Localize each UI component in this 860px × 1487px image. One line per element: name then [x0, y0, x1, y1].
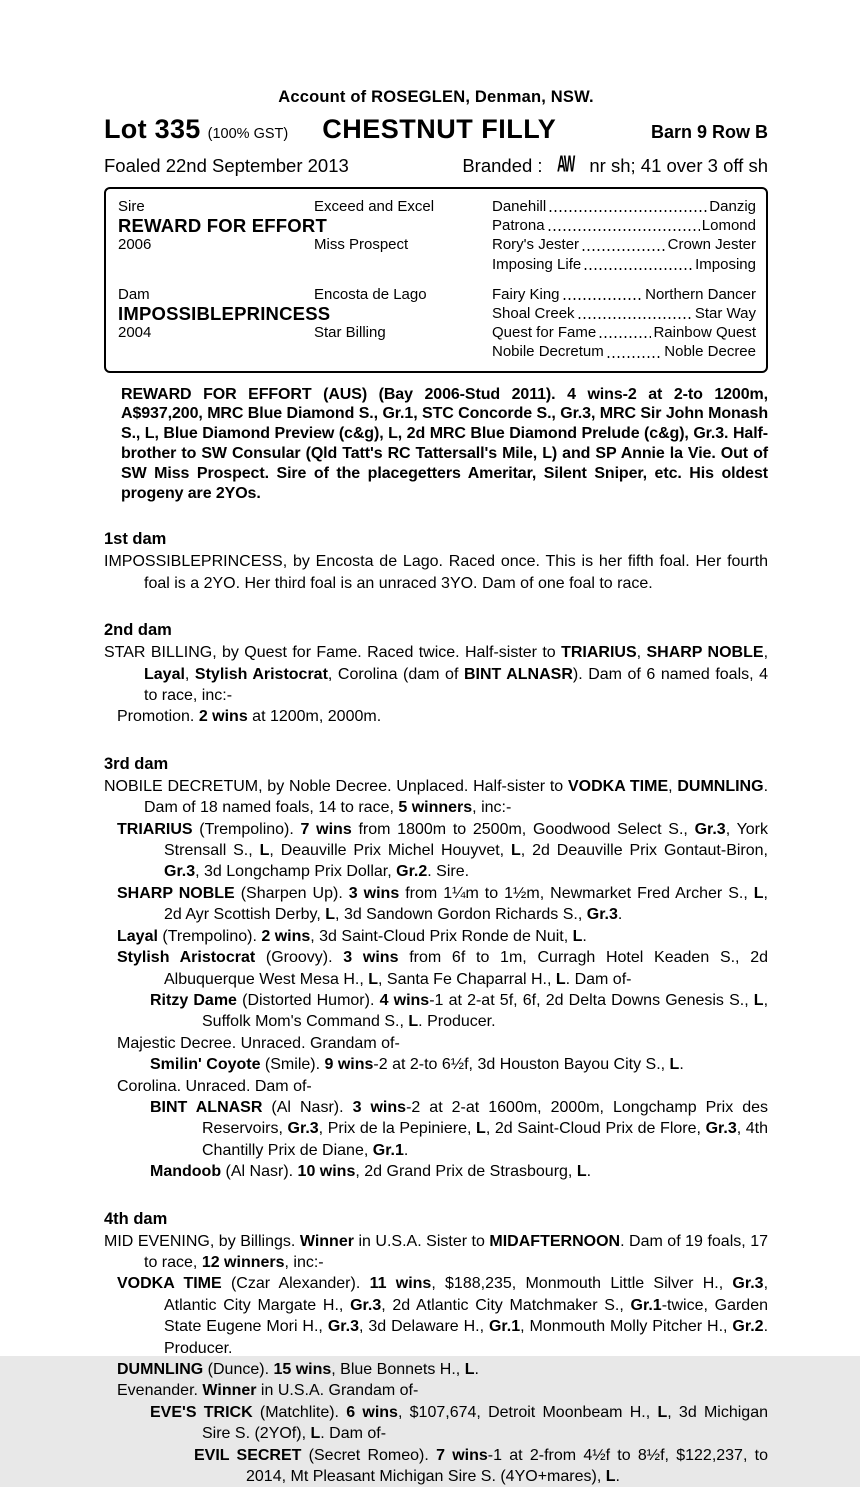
bold-text-run: L: [669, 1056, 680, 1074]
bold-text-run: EVE'S TRICK: [150, 1403, 253, 1421]
ancestor-sire-name: Noble Decree: [664, 343, 756, 361]
text-run: , $107,674, Detroit Moonbeam H.,: [397, 1403, 658, 1421]
bold-text-run: EVIL SECRET: [194, 1446, 302, 1464]
bold-text-run: L: [259, 842, 270, 860]
text-run: , Atlantic City Margate H.,: [164, 1275, 769, 1314]
text-run: (Distorted Humor).: [236, 991, 380, 1009]
text-run: (Dunce).: [203, 1361, 274, 1378]
text-run: , $188,235, Monmouth Little Silver H.,: [431, 1275, 733, 1293]
text-run: , 3d Delaware H.,: [358, 1318, 489, 1336]
bold-text-run: L: [464, 1361, 475, 1378]
bold-text-run: L: [368, 970, 379, 988]
text-run: , 3d Saint-Cloud Prix Ronde de Nuit,: [310, 927, 573, 945]
text-run: -2 at 2-to 6½f, 3d Houston Bayou City S.,: [373, 1056, 670, 1074]
foaled-date: Foaled 22nd September 2013: [104, 155, 349, 176]
bold-text-run: Gr.1: [630, 1296, 662, 1314]
bold-text-run: L: [310, 1425, 321, 1443]
bold-text-run: 4 wins: [379, 991, 430, 1009]
pedigree-paragraph: [150, 1161, 768, 1182]
bold-text-run: 3 wins: [348, 884, 400, 902]
bold-text-run: Ritzy Dame: [150, 991, 237, 1009]
bold-text-run: TRIARIUS: [561, 644, 637, 662]
pedigree-paragraph: [104, 776, 768, 819]
text-run: , inc:-: [284, 1253, 324, 1271]
bold-text-run: 11 wins: [369, 1275, 432, 1293]
lot-number: Lot 335: [104, 114, 201, 144]
section-heading: 1st dam: [104, 530, 167, 549]
bold-text-run: L: [555, 970, 566, 988]
pedigree-ancestor-pair: [492, 235, 756, 254]
text-run: . Producer.: [418, 1013, 496, 1031]
pedigree-label: [118, 255, 314, 274]
text-run: IMPOSSIBLEPRINCESS, by Encosta de Lago. Raced once. This is her fifth foal. Her fourth foal is a 2YO. Her third foal is an unraced 3YO. Dam of one foal to race.: [104, 553, 768, 592]
ancestor-sire-name: Star Way: [694, 305, 756, 323]
text-run: Majestic Decree. Unraced. Grandam of-: [117, 1034, 400, 1052]
pedigree-row: [118, 216, 756, 235]
pedigree-parent: Encosta de Lago: [314, 285, 427, 303]
pedigree-row: [118, 342, 756, 361]
bold-text-run: BINT ALNASR: [463, 665, 573, 683]
text-run: , 4th Chantilly Prix de Diane,: [202, 1120, 769, 1159]
bold-text-run: Mandoob: [150, 1163, 222, 1181]
bold-text-run: VODKA TIME: [567, 777, 669, 795]
pedigree-ancestor-pair: [492, 342, 756, 361]
sire-blurb: REWARD FOR EFFORT (AUS) (Bay 2006-Stud 2011). 4 wins-2 at 2-to 1200m, A$937,200, MRC Blue Diamond S., Gr.1, STC Concorde S., Gr.3, MRC Sir John Monash S., L, Blue Diamond Preview (c&g), L, 2d MRC Blue Diamond Prelude (c&g), Gr.3. Half-brother to SW Consular (Qld Tatt's RC Tattersall's Mile, L) and SP Annie la Vie. Out of SW Miss Prospect. Sire of the placegetters Ameritar, Silent Sniper, etc. His oldest progeny are 2YOs.: [121, 385, 768, 502]
bold-text-run: 6 wins: [346, 1403, 398, 1421]
text-run: . Dam of-: [565, 970, 632, 988]
bold-text-run: Layal: [144, 665, 185, 683]
bold-text-run: Gr.2: [732, 1318, 764, 1336]
pedigree-row: [118, 285, 756, 304]
bold-text-run: Winner: [299, 1232, 354, 1250]
bold-text-run: MIDAFTERNOON: [489, 1232, 621, 1250]
pedigree-parent: Exceed and Excel: [314, 198, 435, 215]
text-run: , 2d Grand Prix de Strasbourg,: [355, 1163, 577, 1181]
bold-text-run: Gr.3: [586, 906, 618, 924]
pedigree-paragraph: [104, 1231, 768, 1274]
text-run: -2 at 2-at 1600m, 2000m, Longchamp Prix des Reservoirs,: [202, 1098, 769, 1138]
text-run: . Sire.: [427, 863, 470, 881]
bold-text-run: Layal: [117, 927, 158, 945]
pedigree-label: 2004: [118, 324, 152, 342]
pedigree-paragraph: [150, 1097, 768, 1161]
text-run: Promotion.: [117, 708, 199, 726]
bold-text-run: 3 wins: [343, 949, 399, 967]
bold-text-run: Smilin' Coyote: [150, 1056, 261, 1074]
pedigree-paragraph: [117, 883, 768, 926]
dotted-leader: [598, 333, 651, 339]
bold-text-run: L: [325, 906, 336, 924]
ancestor-sire-name: Imposing: [695, 255, 756, 273]
pedigree-paragraph: [117, 1380, 768, 1401]
text-run: (Matchlite).: [252, 1403, 347, 1421]
pedigree-horse-name: REWARD FOR EFFORT: [118, 215, 327, 237]
text-run: , 2d Atlantic City Matchmaker S.,: [381, 1296, 631, 1314]
text-run: , 3d Sandown Gordon Richards S.,: [335, 906, 587, 924]
pedigree-paragraph: [150, 1054, 768, 1075]
text-run: (Al Nasr).: [221, 1163, 298, 1181]
branded-group: [462, 151, 768, 178]
bold-text-run: Gr.3: [164, 863, 196, 881]
pedigree-label: Dam: [118, 285, 150, 303]
lot-row: [104, 114, 768, 145]
bold-text-run: Gr.2: [396, 863, 428, 881]
pedigree-paragraph: [117, 1076, 768, 1097]
bold-text-run: DUMNLING: [677, 777, 764, 795]
barn-location: Barn 9 Row B: [650, 122, 768, 142]
text-run: from 1800m to 2500m, Goodwood Select S.,: [351, 820, 695, 838]
pedigree-paragraph: [117, 819, 768, 883]
ancestor-name: Danehill: [492, 198, 547, 215]
text-run: , Prix de la Pepiniere,: [318, 1120, 477, 1138]
text-run: , Suffolk Mom's Command S.,: [202, 991, 769, 1031]
dotted-leader: [606, 353, 663, 359]
bold-text-run: Gr.1: [372, 1141, 404, 1159]
pedigree-parent: [314, 304, 492, 323]
text-run: , Deauville Prix Michel Houyvet,: [269, 842, 511, 860]
text-run: ,: [668, 777, 678, 795]
dotted-leader: [577, 314, 693, 320]
ancestor-name: Shoal Creek: [492, 305, 575, 323]
text-run: STAR BILLING, by Quest for Fame. Raced twice. Half-sister to: [104, 644, 562, 662]
pedigree-row: [118, 304, 756, 323]
pedigree-paragraph: [194, 1445, 768, 1487]
text-run: ). Dam of 6 named foals, 4 to race, inc:-: [144, 665, 769, 705]
pedigree-paragraph: [104, 642, 768, 706]
text-run: , 2d Saint-Cloud Prix de Flore,: [485, 1120, 706, 1138]
bold-text-run: 7 wins: [436, 1446, 488, 1464]
account-line: Account of ROSEGLEN, Denman, NSW.: [278, 88, 594, 106]
text-run: . Producer.: [164, 1318, 769, 1357]
pedigree-parent: Miss Prospect: [314, 236, 409, 254]
text-run: from 1¼m to 1½m, Newmarket Fred Archer S.,: [399, 884, 754, 902]
pedigree-group-gap: [118, 274, 756, 285]
text-run: -1 at 2-from 4½f to 8½f, $122,237, to 2014, Mt Pleasant Michigan Sire S. (4YO+mares),: [246, 1446, 768, 1486]
text-run: (Secret Romeo).: [301, 1446, 437, 1464]
text-run: Corolina. Unraced. Dam of-: [117, 1077, 312, 1095]
text-run: , 2d Ayr Scottish Derby,: [164, 884, 768, 924]
bold-text-run: DUMNLING: [117, 1361, 204, 1378]
text-run: NOBILE DECRETUM, by Noble Decree. Unplaced. Half-sister to: [104, 777, 568, 795]
pedigree-label: [118, 342, 314, 361]
dotted-leader: [548, 207, 707, 213]
bold-text-run: L: [576, 1163, 587, 1181]
pedigree-label: 2006: [118, 236, 152, 254]
text-run: (Trempolino).: [157, 927, 262, 945]
ancestor-name: Rory's Jester: [492, 236, 580, 254]
bold-text-run: Gr.1: [488, 1318, 521, 1336]
pedigree-label: Sire: [118, 198, 145, 215]
branded-label: Branded :: [462, 155, 543, 176]
text-run: MID EVENING, by Billings.: [104, 1232, 300, 1250]
pedigree-parent: [314, 255, 492, 274]
bold-text-run: SHARP NOBLE: [646, 644, 764, 662]
ancestor-name: Fairy King: [492, 285, 560, 303]
text-run: (Smile).: [260, 1056, 325, 1074]
bold-text-run: 2 wins: [261, 927, 311, 945]
bold-text-run: 15 wins: [273, 1361, 332, 1378]
dotted-leader: [562, 295, 644, 301]
text-run: (Groovy).: [255, 949, 344, 967]
text-run: (Al Nasr).: [262, 1098, 353, 1116]
pedigree-paragraph: [104, 551, 768, 594]
pedigree-row: [118, 235, 756, 254]
ancestor-name: Nobile Decretum: [492, 343, 604, 361]
gst-note: (100% GST): [207, 126, 289, 142]
ancestor-sire-name: Northern Dancer: [645, 285, 756, 303]
ancestor-name: Imposing Life: [492, 255, 582, 273]
bold-text-run: Gr.3: [287, 1120, 319, 1138]
pedigree-row: [118, 255, 756, 274]
bold-text-run: 5 winners: [398, 799, 473, 817]
section-heading: 3rd dam: [104, 754, 169, 773]
pedigree-paragraph: [117, 926, 768, 947]
foaled-row: [104, 151, 768, 178]
bold-text-run: 2 wins: [198, 708, 248, 726]
text-run: (Sharpen Up).: [234, 884, 349, 902]
bold-text-run: VODKA TIME: [117, 1275, 222, 1293]
pedigree-ancestor-pair: [492, 285, 756, 304]
text-run: , inc:-: [472, 799, 512, 817]
text-run: , Blue Bonnets H.,: [331, 1361, 465, 1378]
text-run: ,: [184, 665, 195, 683]
text-run: ,: [763, 644, 769, 662]
pedigree-ancestor-pair: [492, 323, 756, 342]
pedigree-horse-name: IMPOSSIBLEPRINCESS: [118, 303, 331, 325]
text-run: , 2d Deauville Prix Gontaut-Biron,: [520, 842, 768, 860]
bold-text-run: 10 wins: [297, 1163, 356, 1181]
pedigree-paragraph: [150, 1402, 768, 1445]
text-run: , Monmouth Molly Pitcher H.,: [520, 1318, 733, 1336]
catalogue-content: [104, 88, 768, 1487]
pedigree-parent: [314, 342, 492, 361]
text-run: , Corolina (dam of: [327, 665, 464, 683]
ancestor-sire-name: Danzig: [709, 198, 756, 215]
bold-text-run: 9 wins: [324, 1056, 374, 1074]
dotted-leader: [547, 226, 700, 232]
bold-text-run: L: [753, 884, 764, 902]
section-heading: 4th dam: [104, 1209, 168, 1228]
text-run: (Trempolino).: [192, 820, 301, 838]
text-run: .: [403, 1141, 409, 1159]
bold-text-run: Gr.3: [694, 820, 726, 838]
pedigree-paragraph: [117, 1359, 768, 1380]
text-run: . Dam of 19 foals, 17 to race,: [144, 1232, 769, 1271]
pedigree-paragraph: [117, 1273, 768, 1359]
text-run: -1 at 2-at 5f, 6f, 2d Delta Downs Genesis S.,: [429, 991, 754, 1009]
text-run: .: [615, 1468, 620, 1486]
pedigree-row: [118, 197, 756, 216]
bold-text-run: Gr.3: [705, 1120, 737, 1138]
brand-mark-icon: AW: [556, 151, 574, 177]
text-run: , 3d Longchamp Prix Dollar,: [195, 863, 397, 881]
pedigree-ancestor-pair: [492, 216, 756, 235]
text-run: Evenander.: [117, 1382, 203, 1400]
brand-description: nr sh; 41 over 3 off sh: [589, 155, 768, 176]
text-run: .: [586, 1163, 592, 1181]
bold-text-run: L: [408, 1013, 419, 1031]
text-run: , York Strensall S.,: [164, 820, 769, 860]
bold-text-run: 3 wins: [352, 1098, 407, 1116]
dotted-leader: [581, 246, 666, 252]
ancestor-sire-name: Lomond: [701, 217, 756, 235]
text-run: , 3d Michigan Sire S. (2YOf),: [202, 1403, 769, 1443]
bold-text-run: L: [572, 927, 583, 945]
pedigree-parent: Star Billing: [314, 324, 386, 342]
text-run: (Czar Alexander).: [221, 1275, 370, 1293]
text-run: , Santa Fe Chaparral H.,: [378, 970, 556, 988]
text-run: .: [617, 906, 623, 924]
ancestor-sire-name: Crown Jester: [667, 236, 756, 254]
text-run: .: [582, 927, 587, 945]
pedigree-paragraph: [117, 947, 768, 990]
bold-text-run: BINT ALNASR: [150, 1098, 263, 1116]
bold-text-run: L: [753, 991, 764, 1009]
dotted-leader: [583, 265, 693, 271]
pedigree-table: [104, 187, 768, 373]
text-run: . Dam of 18 named foals, 14 to race,: [144, 777, 769, 817]
pedigree-row: [118, 323, 756, 342]
text-run: from 6f to 1m, Curragh Hotel Keaden S., 2d Albuquerque West Mesa H.,: [164, 949, 769, 988]
bold-text-run: Gr.3: [350, 1296, 382, 1314]
bold-text-run: L: [605, 1468, 616, 1486]
text-run: ,: [636, 644, 647, 662]
section-heading: 2nd dam: [104, 621, 172, 640]
ancestor-name: Patrona: [492, 217, 545, 235]
bold-text-run: Stylish Aristocrat: [194, 665, 328, 683]
bold-text-run: TRIARIUS: [117, 820, 193, 838]
bold-text-run: SHARP NOBLE: [117, 884, 235, 902]
pedigree-paragraph: [150, 990, 768, 1033]
pedigree-paragraph: [117, 706, 768, 727]
pedigree-ancestor-pair: [492, 197, 756, 216]
text-run: .: [474, 1361, 479, 1378]
bold-text-run: 12 winners: [201, 1253, 285, 1271]
ancestor-sire-name: Rainbow Quest: [653, 324, 756, 342]
pedigree-paragraph: [117, 1033, 768, 1054]
pedigree-ancestor-pair: [492, 304, 756, 323]
ancestor-name: Quest for Fame: [492, 324, 597, 342]
bold-text-run: L: [657, 1403, 668, 1421]
bold-text-run: Winner: [202, 1382, 257, 1400]
text-run: in U.S.A. Grandam of-: [256, 1382, 419, 1400]
horse-title: CHESTNUT FILLY: [322, 114, 557, 144]
text-run: .: [679, 1056, 684, 1074]
bold-text-run: 7 wins: [300, 820, 352, 838]
dam-sections: [104, 530, 768, 1487]
pedigree-ancestor-pair: [492, 255, 756, 274]
bold-text-run: L: [511, 842, 521, 860]
text-run: at 1200m, 2000m.: [247, 708, 382, 726]
pedigree-parent: [314, 216, 492, 235]
bold-text-run: L: [476, 1120, 486, 1138]
bold-text-run: Gr.3: [732, 1275, 764, 1293]
bold-text-run: Gr.3: [327, 1318, 359, 1336]
text-run: in U.S.A. Sister to: [353, 1232, 490, 1250]
bold-text-run: Stylish Aristocrat: [117, 949, 256, 967]
text-run: . Dam of-: [320, 1425, 387, 1443]
text-run: -twice, Garden State Eugene Mori H.,: [164, 1296, 769, 1336]
